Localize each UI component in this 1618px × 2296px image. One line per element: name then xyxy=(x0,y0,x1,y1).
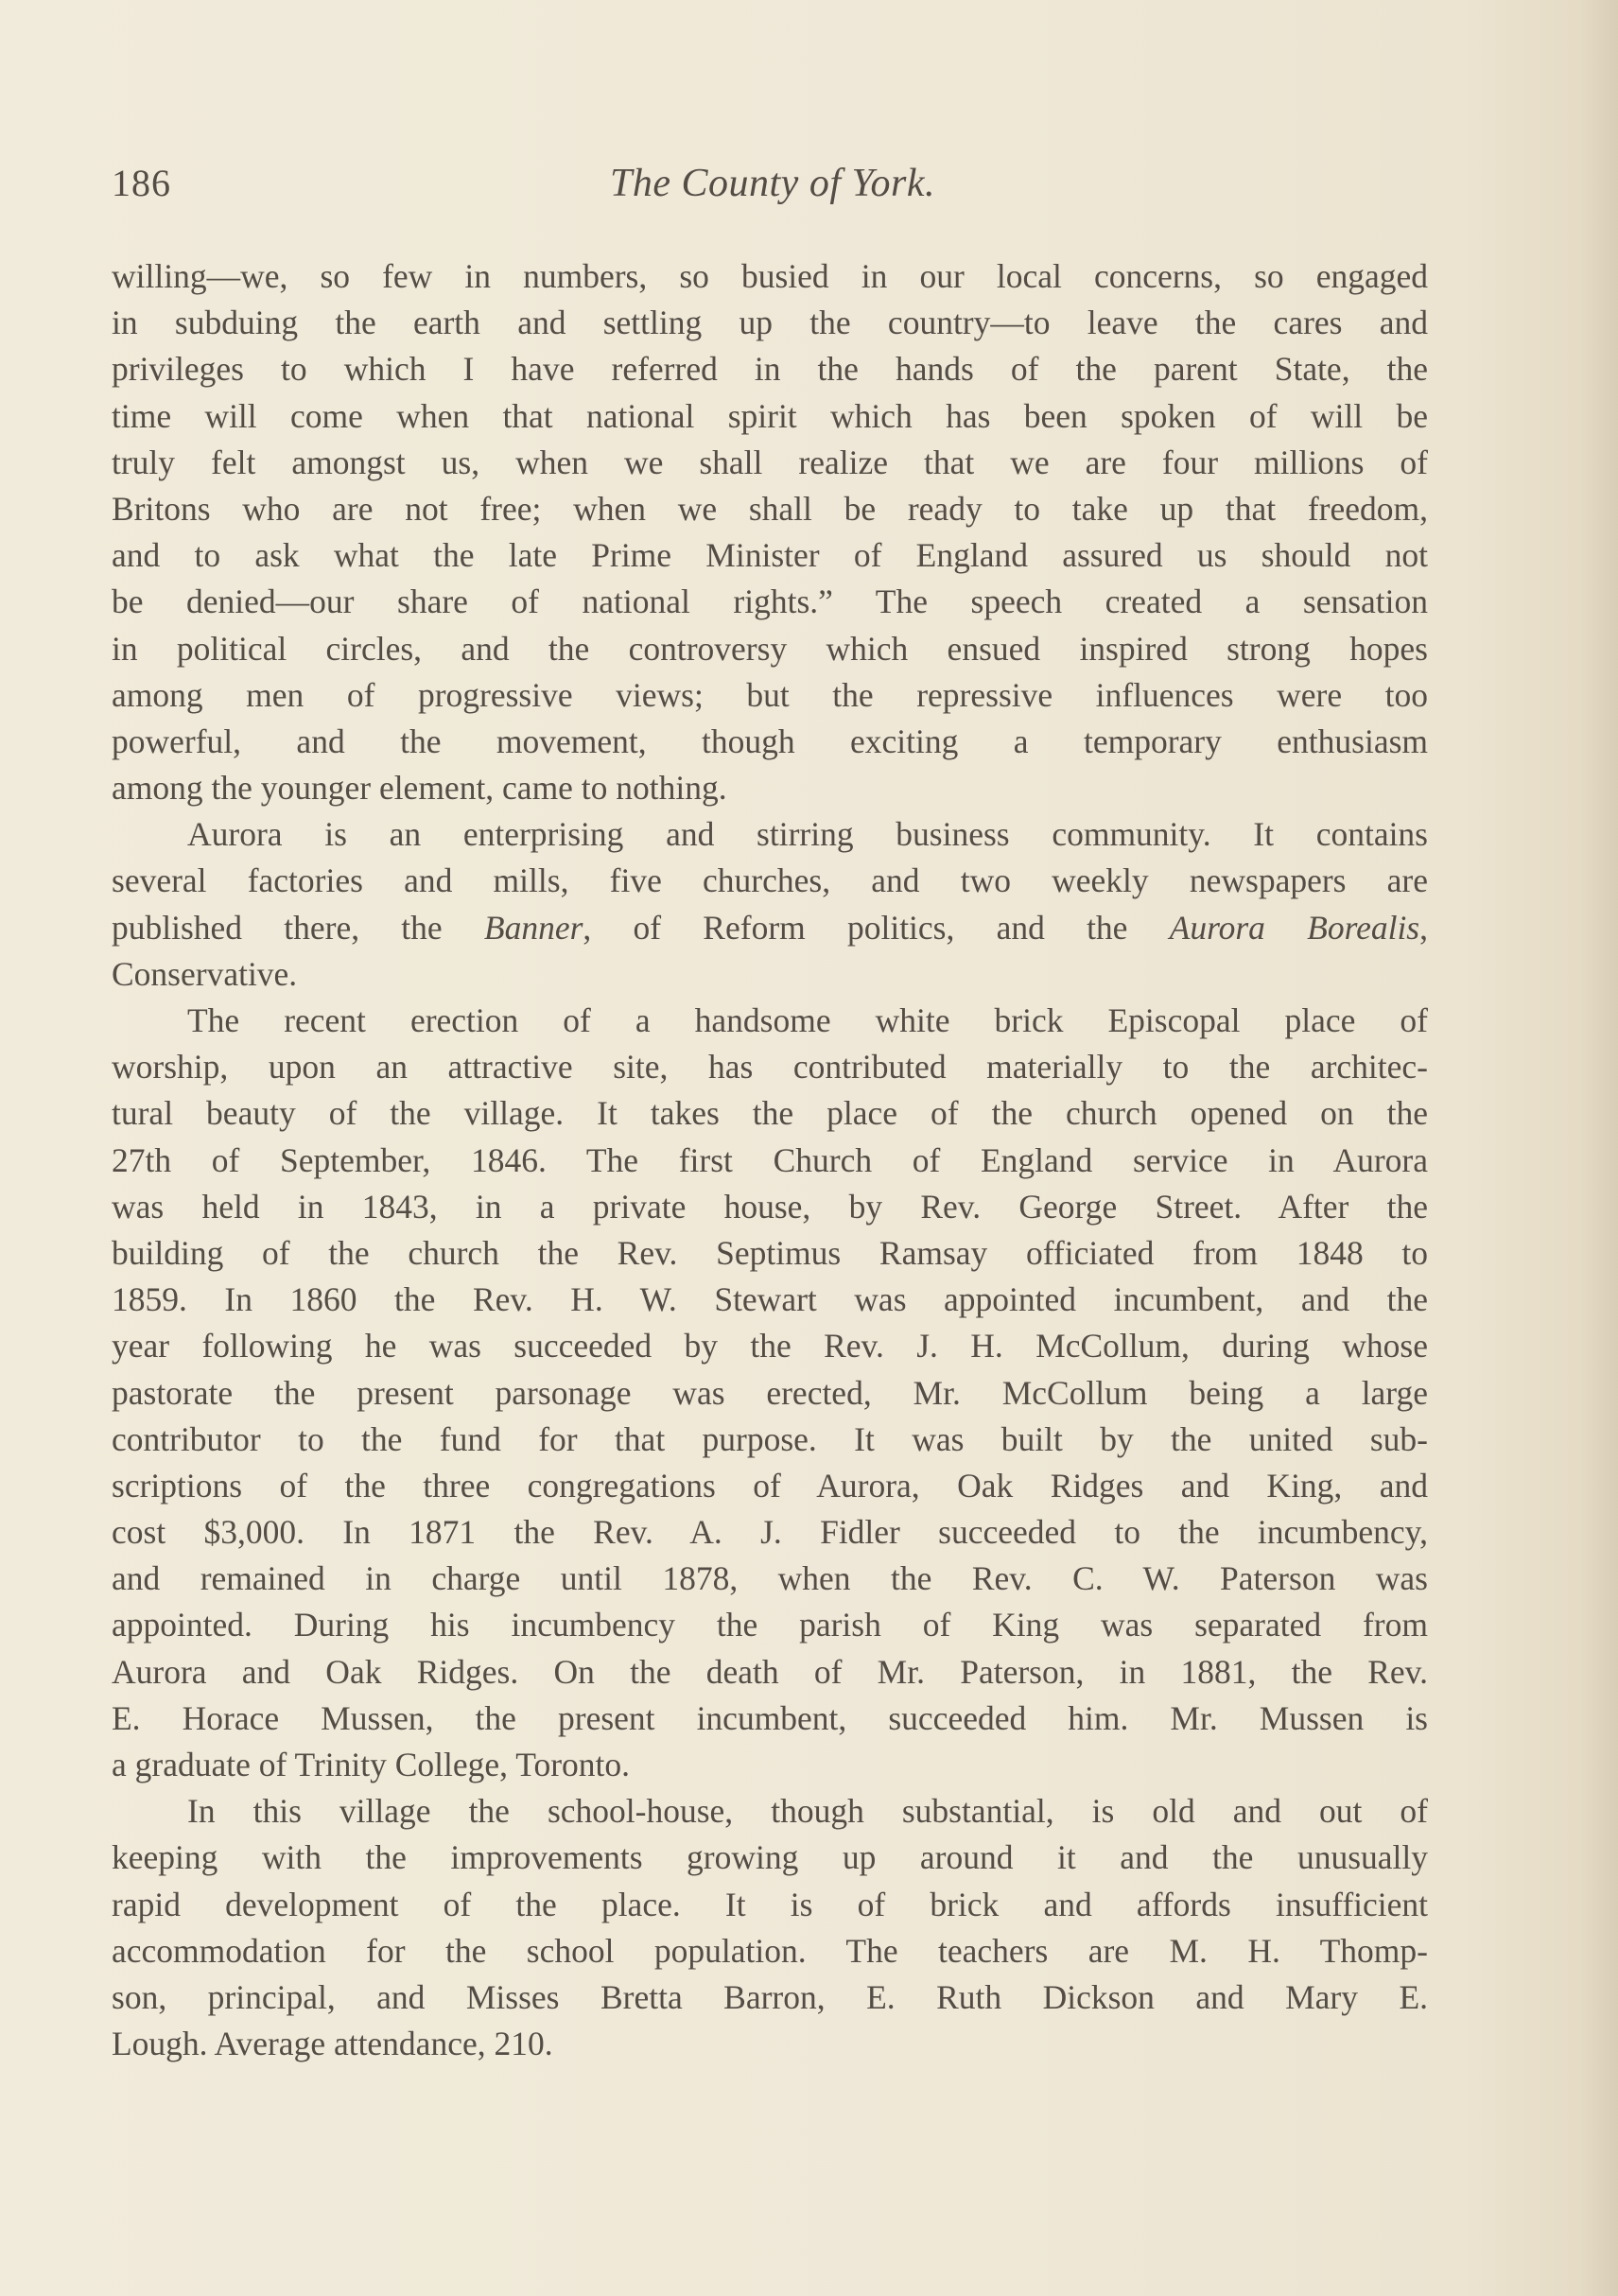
text-line: In this village the school-house, though substantial, is old and out of xyxy=(187,1792,1428,1831)
text-line: several factories and mills, five churches, and two weekly newspapers are xyxy=(112,861,1428,900)
text-line: year following he was succeeded by the Rev. J. H. McCollum, during whose xyxy=(112,1327,1428,1365)
text-line: worship, upon an attractive site, has contributed materially to the architec- xyxy=(112,1048,1428,1087)
text-line: accommodation for the school population. The teachers are M. H. Thomp- xyxy=(112,1931,1428,1970)
text-line: appointed. During his incumbency the parish of King was separated from xyxy=(112,1606,1428,1644)
text-line: pastorate the present parsonage was erected, Mr. McCollum being a large xyxy=(112,1373,1428,1412)
text-line: among men of progressive views; but the repressive influences were too xyxy=(112,675,1428,714)
text-line: keeping with the improvements growing up around it and the unusually xyxy=(112,1838,1428,1877)
text-line: willing—we, so few in numbers, so busied in our local concerns, so engaged xyxy=(112,257,1428,295)
text-line: Aurora and Oak Ridges. On the death of Mr. Paterson, in 1881, the Rev. xyxy=(112,1652,1428,1691)
text-line: 1859. In 1860 the Rev. H. W. Stewart was appointed incumbent, and the xyxy=(112,1280,1428,1319)
text-line: time will come when that national spirit which has been spoken of will be xyxy=(112,396,1428,435)
text-line: powerful, and the movement, though exciting a temporary enthusiasm xyxy=(112,722,1428,760)
text-line: tural beauty of the village. It takes the place of the church opened on the xyxy=(112,1094,1428,1133)
paragraph xyxy=(112,811,1428,998)
text-line: Britons who are not free; when we shall be ready to take up that freedom, xyxy=(112,489,1428,528)
text-line: son, principal, and Misses Bretta Barron, E. Ruth Dickson and Mary E. xyxy=(112,1977,1428,2016)
text-line: 27th of September, 1846. The first Church of England service in Aurora xyxy=(112,1140,1428,1179)
text-line: truly felt amongst us, when we shall realize that we are four millions of xyxy=(112,443,1428,481)
text-line: and to ask what the late Prime Minister of England assured us should not xyxy=(112,536,1428,575)
page-header xyxy=(0,159,1618,208)
text-line: scriptions of the three congregations of Aurora, Oak Ridges and King, and xyxy=(112,1466,1428,1505)
text-line: contributor to the fund for that purpose. It was built by the united sub- xyxy=(112,1419,1428,1458)
text-line: cost $3,000. In 1871 the Rev. A. J. Fidler succeeded to the incumbency, xyxy=(112,1513,1428,1552)
newspaper-title: Banner xyxy=(483,908,583,947)
text-line: in political circles, and the controversy which ensued inspired strong hopes xyxy=(112,629,1428,668)
text-line: be denied—our share of national rights.” The speech created a sensation xyxy=(112,583,1428,621)
text-line: in subduing the earth and settling up the country—to leave the cares and xyxy=(112,304,1428,342)
newspaper-title: Aurora Borealis xyxy=(1169,908,1420,947)
body-text xyxy=(112,253,1428,2067)
text-line: building of the church the Rev. Septimus Ramsay officiated from 1848 to xyxy=(112,1233,1428,1272)
text-line: E. Horace Mussen, the present incumbent, succeeded him. Mr. Mussen is xyxy=(112,1698,1428,1737)
page-number: 186 xyxy=(112,162,171,204)
text-line: was held in 1843, in a private house, by Rev. George Street. After the xyxy=(112,1187,1428,1226)
page-edge-shadow xyxy=(1580,0,1618,2296)
text-line: among the younger element, came to nothing. xyxy=(112,769,727,808)
text-line: Lough. Average attendance, 210. xyxy=(112,2025,553,2063)
text-line: privileges to which I have referred in the hands of the parent State, the xyxy=(112,350,1428,389)
running-title: The County of York. xyxy=(610,162,935,205)
text-line: The recent erection of a handsome white brick Episcopal place of xyxy=(187,1001,1428,1039)
paragraph xyxy=(112,253,1428,811)
text-line: a graduate of Trinity College, Toronto. xyxy=(112,1746,631,1783)
text-line: Conservative. xyxy=(112,954,298,993)
text-line: and remained in charge until 1878, when the Rev. C. W. Paterson was xyxy=(112,1559,1428,1598)
paragraph xyxy=(112,1788,1428,2067)
text-line: rapid development of the place. It is of brick and affords insufficient xyxy=(112,1885,1428,1923)
text-line: published there, the Banner, of Reform politics, and the Aurora Borealis, xyxy=(112,908,1428,947)
text-line: Aurora is an enterprising and stirring business community. It contains xyxy=(187,815,1428,854)
paragraph xyxy=(112,998,1428,1788)
